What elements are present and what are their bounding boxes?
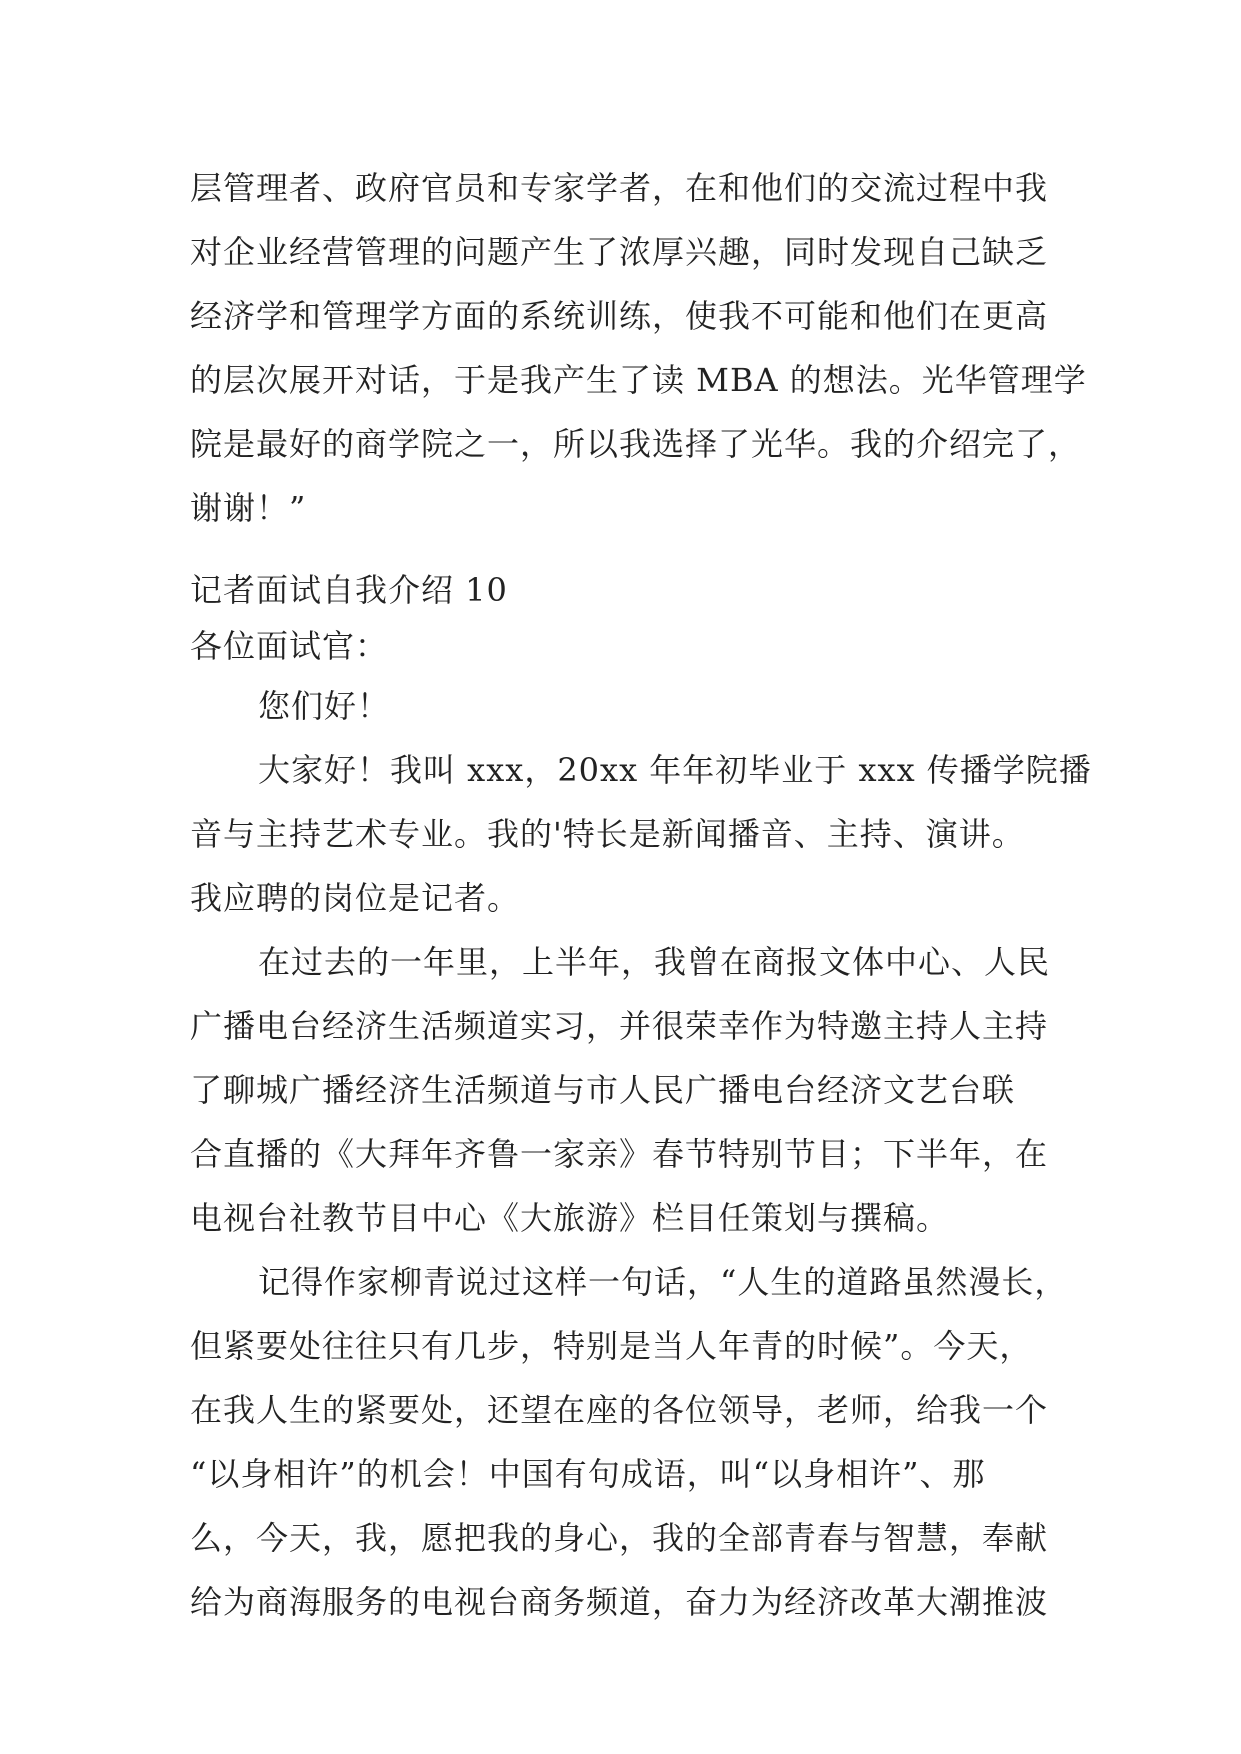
greeting: 您们好！ <box>258 687 391 725</box>
paragraph-line: 大家好！我叫 xxx，20xx 年年初毕业于 xxx 传播学院播 <box>258 751 1092 789</box>
paragraph-line: 谢谢！” <box>190 489 307 527</box>
salutation: 各位面试官： <box>190 627 389 665</box>
intro-paragraph <box>190 156 1087 540</box>
paragraph-line: 音与主持艺术专业。我的'特长是新闻播音、主持、演讲。 <box>190 815 1025 853</box>
paragraph-line: “以身相许”的机会！中国有句成语，叫“以身相许”、那 <box>190 1455 986 1493</box>
paragraph-line: 层管理者、政府官员和专家学者，在和他们的交流过程中我 <box>190 169 1049 207</box>
paragraph-line: 但紧要处往往只有几步，特别是当人年青的时候”。今天， <box>190 1327 1033 1365</box>
paragraph-line: 的层次展开对话，于是我产生了读 MBA 的想法。光华管理学 <box>190 361 1087 399</box>
paragraph-line: 在过去的一年里，上半年，我曾在商报文体中心、人民 <box>258 943 1051 981</box>
paragraph-line: 么，今天，我，愿把我的身心，我的全部青春与智慧，奉献 <box>190 1519 1049 1557</box>
paragraph-line: 经济学和管理学方面的系统训练，使我不可能和他们在更高 <box>190 297 1049 335</box>
paragraph-line: 记得作家柳青说过这样一句话，“人生的道路虽然漫长， <box>258 1263 1068 1301</box>
paragraph-line: 院是最好的商学院之一，所以我选择了光华。我的介绍完了， <box>190 425 1082 463</box>
letter-body <box>190 674 1092 1634</box>
paragraph-line: 广播电台经济生活频道实习，并很荣幸作为特邀主持人主持 <box>190 1007 1049 1045</box>
section-title: 记者面试自我介绍 10 <box>190 571 508 609</box>
paragraph-line: 给为商海服务的电视台商务频道，奋力为经济改革大潮推波 <box>190 1583 1049 1621</box>
paragraph-line: 对企业经营管理的问题产生了浓厚兴趣，同时发现自己缺乏 <box>190 233 1049 271</box>
paragraph-line: 合直播的《大拜年齐鲁一家亲》春节特别节目；下半年，在 <box>190 1135 1049 1173</box>
paragraph-line: 了聊城广播经济生活频道与市人民广播电台经济文艺台联 <box>190 1071 1016 1109</box>
paragraph-line: 电视台社教节目中心《大旅游》栏目任策划与撰稿。 <box>190 1199 950 1237</box>
paragraph-line: 在我人生的紧要处，还望在座的各位领导，老师，给我一个 <box>190 1391 1049 1429</box>
section-heading <box>190 562 1050 674</box>
paragraph-line: 我应聘的岗位是记者。 <box>190 879 521 917</box>
